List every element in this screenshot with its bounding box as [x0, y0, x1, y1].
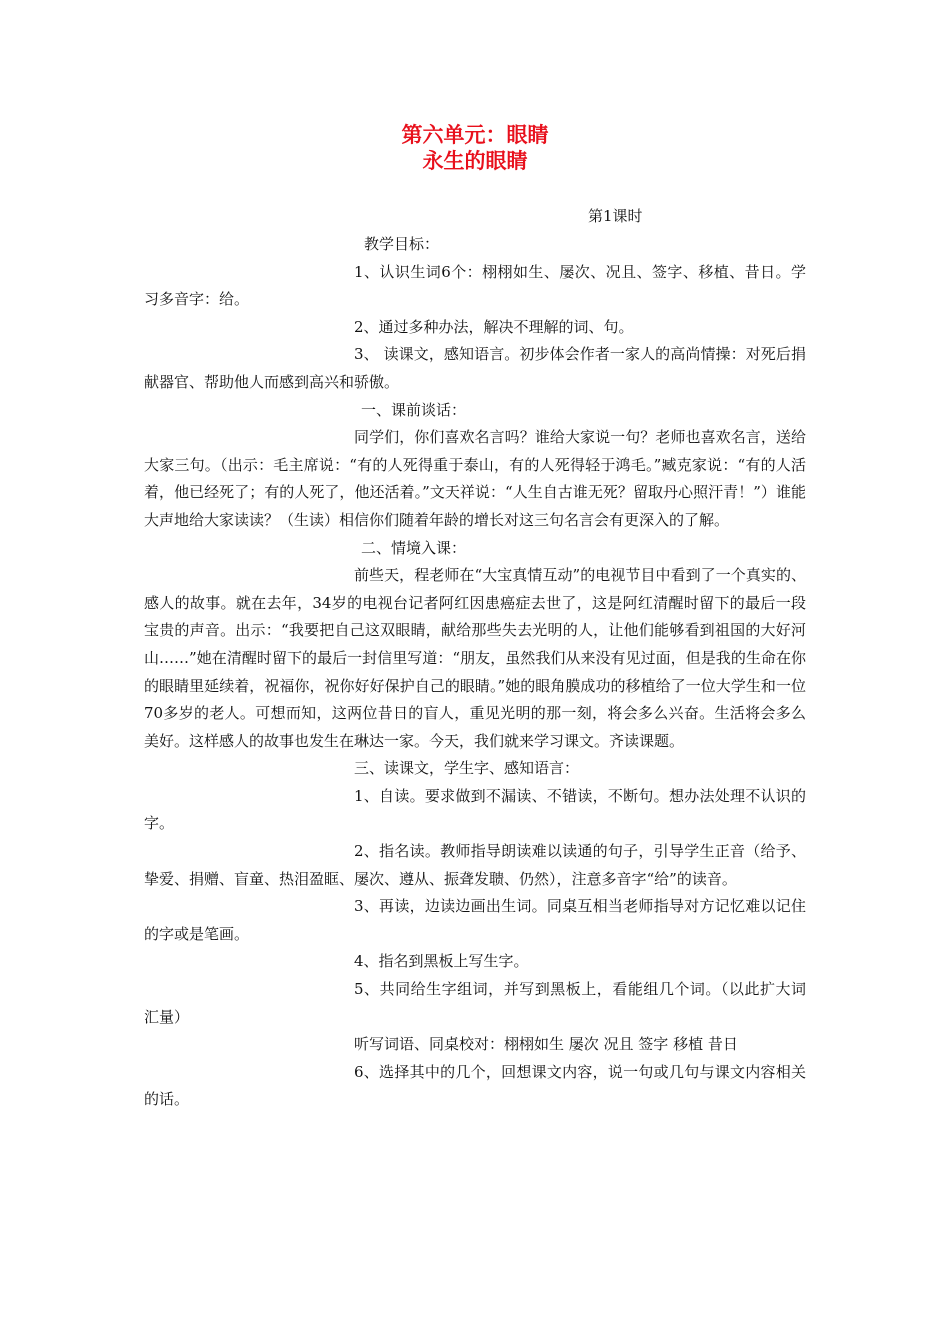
- unit-title-row: [0, 122, 950, 148]
- step-5: 5、共同给生字组词，并写到黑板上，看能组几个词。（以此扩大词汇量）: [144, 980, 806, 1026]
- goal-1: 1、认识生词6个：栩栩如生、屡次、况且、签字、移植、昔日。学习多音字：给。: [144, 262, 806, 309]
- goal-3: 3、 读课文，感知语言。初步体会作者一家人的高尚情操：对死后捐献器官、帮助他人而感到高兴和骄傲。: [144, 345, 806, 391]
- step-1: 1、自读。要求做到不漏读、不错读，不断句。想办法处理不认识的字。: [144, 786, 806, 833]
- goals-heading: 教学目标：: [364, 235, 440, 253]
- step-6: 6、选择其中的几个，回想课文内容，说一句或几句与课文内容相关的话。: [144, 1062, 806, 1109]
- goal-2: 2、通过多种办法，解决不理解的词、句。: [354, 317, 634, 336]
- unit-title: 第六单元：眼睛: [401, 123, 549, 147]
- step-4: 4、指名到黑板上写生字。: [354, 952, 529, 971]
- period-label: 第1课时: [588, 207, 643, 225]
- lesson-plan-body: [0, 231, 950, 1114]
- section-2-heading: 二、情境入课：: [361, 538, 467, 557]
- section-2-text: 前些天，程老师在“大宝真情互动”的电视节目中看到了一个真实的、感人的故事。就在去年，34岁的电视台记者阿红因患癌症去世了，这是阿红清醒时留下的最后一段宝贵的声音。出示：“我要把自己这双眼睛，献给那些失去光明的人，让他们能够看到祖国的大好河山……”她在清醒时留下的最后一封信里写道：“朋友，虽然我们从来没有见过面，但是我的生命在你的眼睛里延续着，祝福你，祝你好好保护自己的眼睛。”她的眼角膜成功的移植给了一位大学生和一位70多岁的老人。可想而知，这两位昔日的盲人，重见光明的那一刻，将会多么兴奋。生活将会多么美好。这样感人的故事也发生在琳达一家。今天，我们就来学习课文。齐读课题。: [144, 566, 806, 750]
- lesson-title: 永生的眼睛: [422, 149, 528, 173]
- lesson-title-row: [0, 148, 950, 174]
- section-1-text: 同学们，你们喜欢名言吗？谁给大家说一句？老师也喜欢名言，送给大家三句。（出示：毛主席说：“有的人死得重于泰山，有的人死得轻于鸿毛。”臧克家说：“有的人活着，他已经死了；有的人死了，他还活着。”文天祥说：“人生自古谁无死？留取丹心照汗青！”）谁能大声地给大家读读？（生读）相信你们随着年龄的增长对这三句名言会有更深入的了解。: [144, 428, 806, 529]
- dictation-line: 听写词语、同桌校对：栩栩如生 屡次 况且 签字 移植 昔日: [354, 1035, 738, 1054]
- step-3: 3、再读，边读边画出生词。同桌互相当老师指导对方记忆难以记住的字或是笔画。: [144, 897, 806, 943]
- step-2: 2、指名读。教师指导朗读难以读通的句子，引导学生正音（给予、挚爱、捐赠、盲童、热泪盈眶、屡次、遵从、振聋发聩、仍然），注意多音字“给”的读音。: [144, 842, 806, 888]
- section-3-heading: 三、读课文，学生字、感知语言：: [354, 759, 580, 778]
- section-1-heading: 一、课前谈话：: [361, 400, 467, 419]
